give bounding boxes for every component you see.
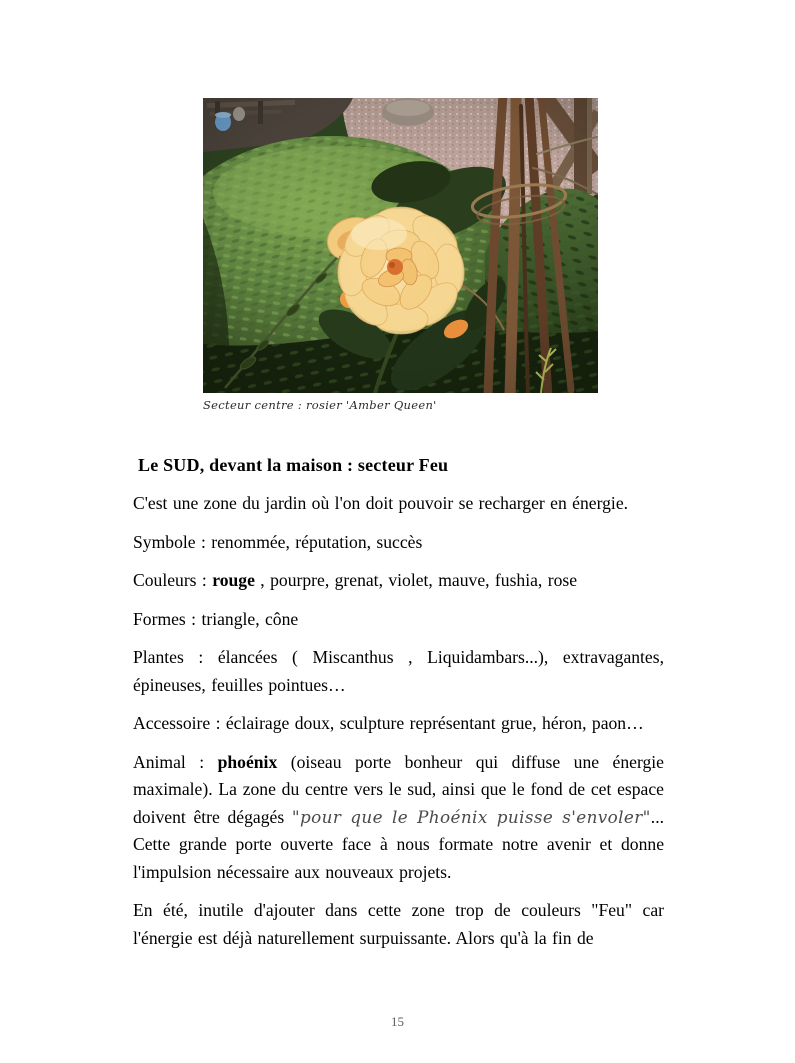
text-run: , pourpre, grenat, violet, mauve, fushia, rose [254,570,578,590]
emphasis-bold: phoénix [217,751,278,772]
garden-photo-figure [203,98,598,412]
text-run: Couleurs : [133,570,213,590]
text-run: Animal : [133,751,218,772]
text-run: Symbole : renommée, réputation, succès [133,531,423,552]
text-run: Formes : triangle, cône [133,608,299,629]
page-number: 15 [391,1014,404,1029]
emphasis-bold: rouge [212,570,255,590]
paragraph [133,897,664,952]
paragraph [133,490,664,518]
body-content [133,451,664,952]
emphasis-italic: "pour que le Phoénix puisse s'envoler" [291,806,651,827]
paragraph [133,644,664,699]
body-paragraphs [133,490,664,952]
section-heading: Le SUD, devant la maison : secteur Feu [138,455,449,475]
garden-photo-illustration [203,98,598,393]
paragraph [133,567,664,595]
paragraph [133,710,664,738]
text-run: Plantes : élancées ( Miscanthus , Liquidambars...), extravagantes, épineuses, feuilles pointues… [133,647,664,695]
paragraph [133,606,664,634]
paragraph [133,529,664,557]
text-run: ... Cette grande porte ouverte face à nous formate notre avenir et donne l'impulsion nécessaire aux nouveaux projets. [133,806,664,882]
text-run: En été, inutile d'ajouter dans cette zone trop de couleurs "Feu" car l'énergie est déjà naturellement surpuissante. Alors qu'à la fin de [133,900,664,948]
text-run: C'est une zone du jardin où l'on doit pouvoir se recharger en énergie. [133,493,629,513]
photo-vignette [203,98,598,393]
text-run: Accessoire : éclairage doux, sculpture représentant grue, héron, paon… [133,713,644,733]
paragraph [133,749,664,887]
photo-caption: Secteur centre : rosier 'Amber Queen' [203,398,437,412]
text-run: (oiseau porte bonheur qui diffuse une énergie maximale). La zone du centre vers le sud, ainsi que le fond de cet espace doivent être dégagés [133,751,664,827]
garden-photo [203,98,598,393]
